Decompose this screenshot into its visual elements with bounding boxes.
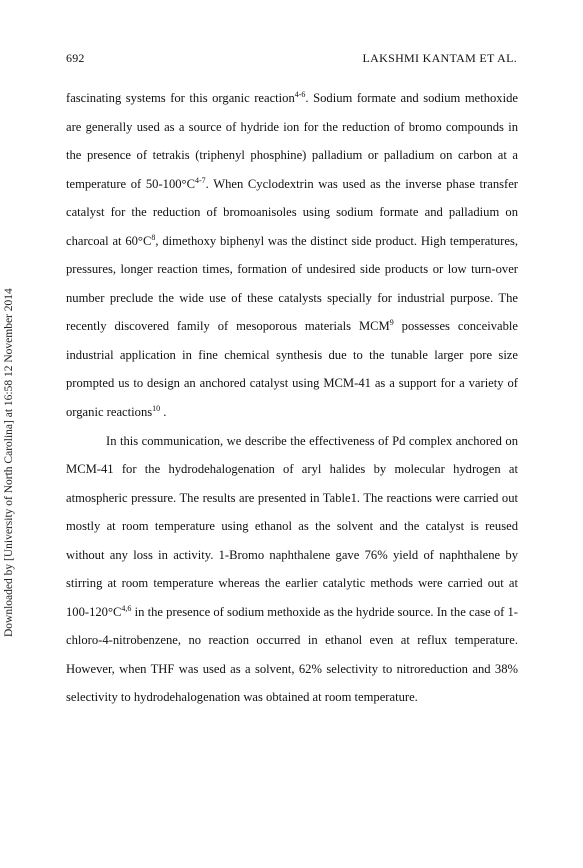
text-run: . [160,405,167,420]
text-run: . When Cyclodextrin was used as the inverse phase transfer catalyst for the reduction of bromoanisoles using sodium formate and palladium on charcoal at 60°C [66,176,518,248]
text-run: in the presence of sodium methoxide as the hydride source. In the case of 1-chloro-4-nitrobenzene, no reaction occurred in ethanol even at reflux temperature. However, when THF was used as a solvent, 62% selectivity to nitroreduction and 38% selectivity to hydrodehalogenation was obtained at room temperature. [66,604,518,705]
running-head: LAKSHMI KANTAM ET AL. [362,51,517,65]
download-watermark: Downloaded by [University of North Carolina] at 16:58 12 November 2014 [3,288,15,637]
page-number: 692 [66,51,85,65]
citation-superscript: 9 [389,318,394,328]
citation-superscript: 4-6 [294,90,306,99]
paragraph-1 [66,84,518,427]
text-run: In this communication, we describe the effectiveness of Pd complex anchored on MCM-41 for the hydrodehalogenation of aryl halides by molecular hydrogen at atmospheric pressure. The results are presented in Table1. The reactions were carried out mostly at room temperature using ethanol as the solvent and the catalyst is reused without any loss in activity. 1-Bromo naphthalene gave 76% yield of naphthalene by stirring at room temperature whereas the earlier catalytic methods were carried out at 100-120°C [66,433,518,619]
citation-superscript: 4-7 [194,175,206,185]
text-run: . Sodium formate and sodium methoxide are generally used as a source of hydride ion for the reduction of bromo compounds in the presence of tetrakis (triphenyl phosphine) palladium or palladium on carbon at a temperature of 50-100°C [66,91,518,191]
citation-superscript: 10 [152,404,161,414]
text-run: possesses conceivable industrial application in fine chemical synthesis due to the tunable larger pore size prompted us to design an anchored catalyst using MCM-41 as a support for a variety of organic reactions [66,319,518,420]
article-body [66,84,518,712]
citation-superscript: 8 [151,232,156,242]
citation-superscript: 4,6 [121,603,132,613]
text-run: fascinating systems for this organic reaction [66,91,295,105]
paragraph-2 [66,427,518,712]
text-run: , dimethoxy biphenyl was the distinct side product. High temperatures, pressures, longer reaction times, formation of undesired side products or low turn-over number preclude the wide use of these catalysts specially for industrial purpose. The recently discovered family of mesoporous materials MCM [66,233,518,334]
